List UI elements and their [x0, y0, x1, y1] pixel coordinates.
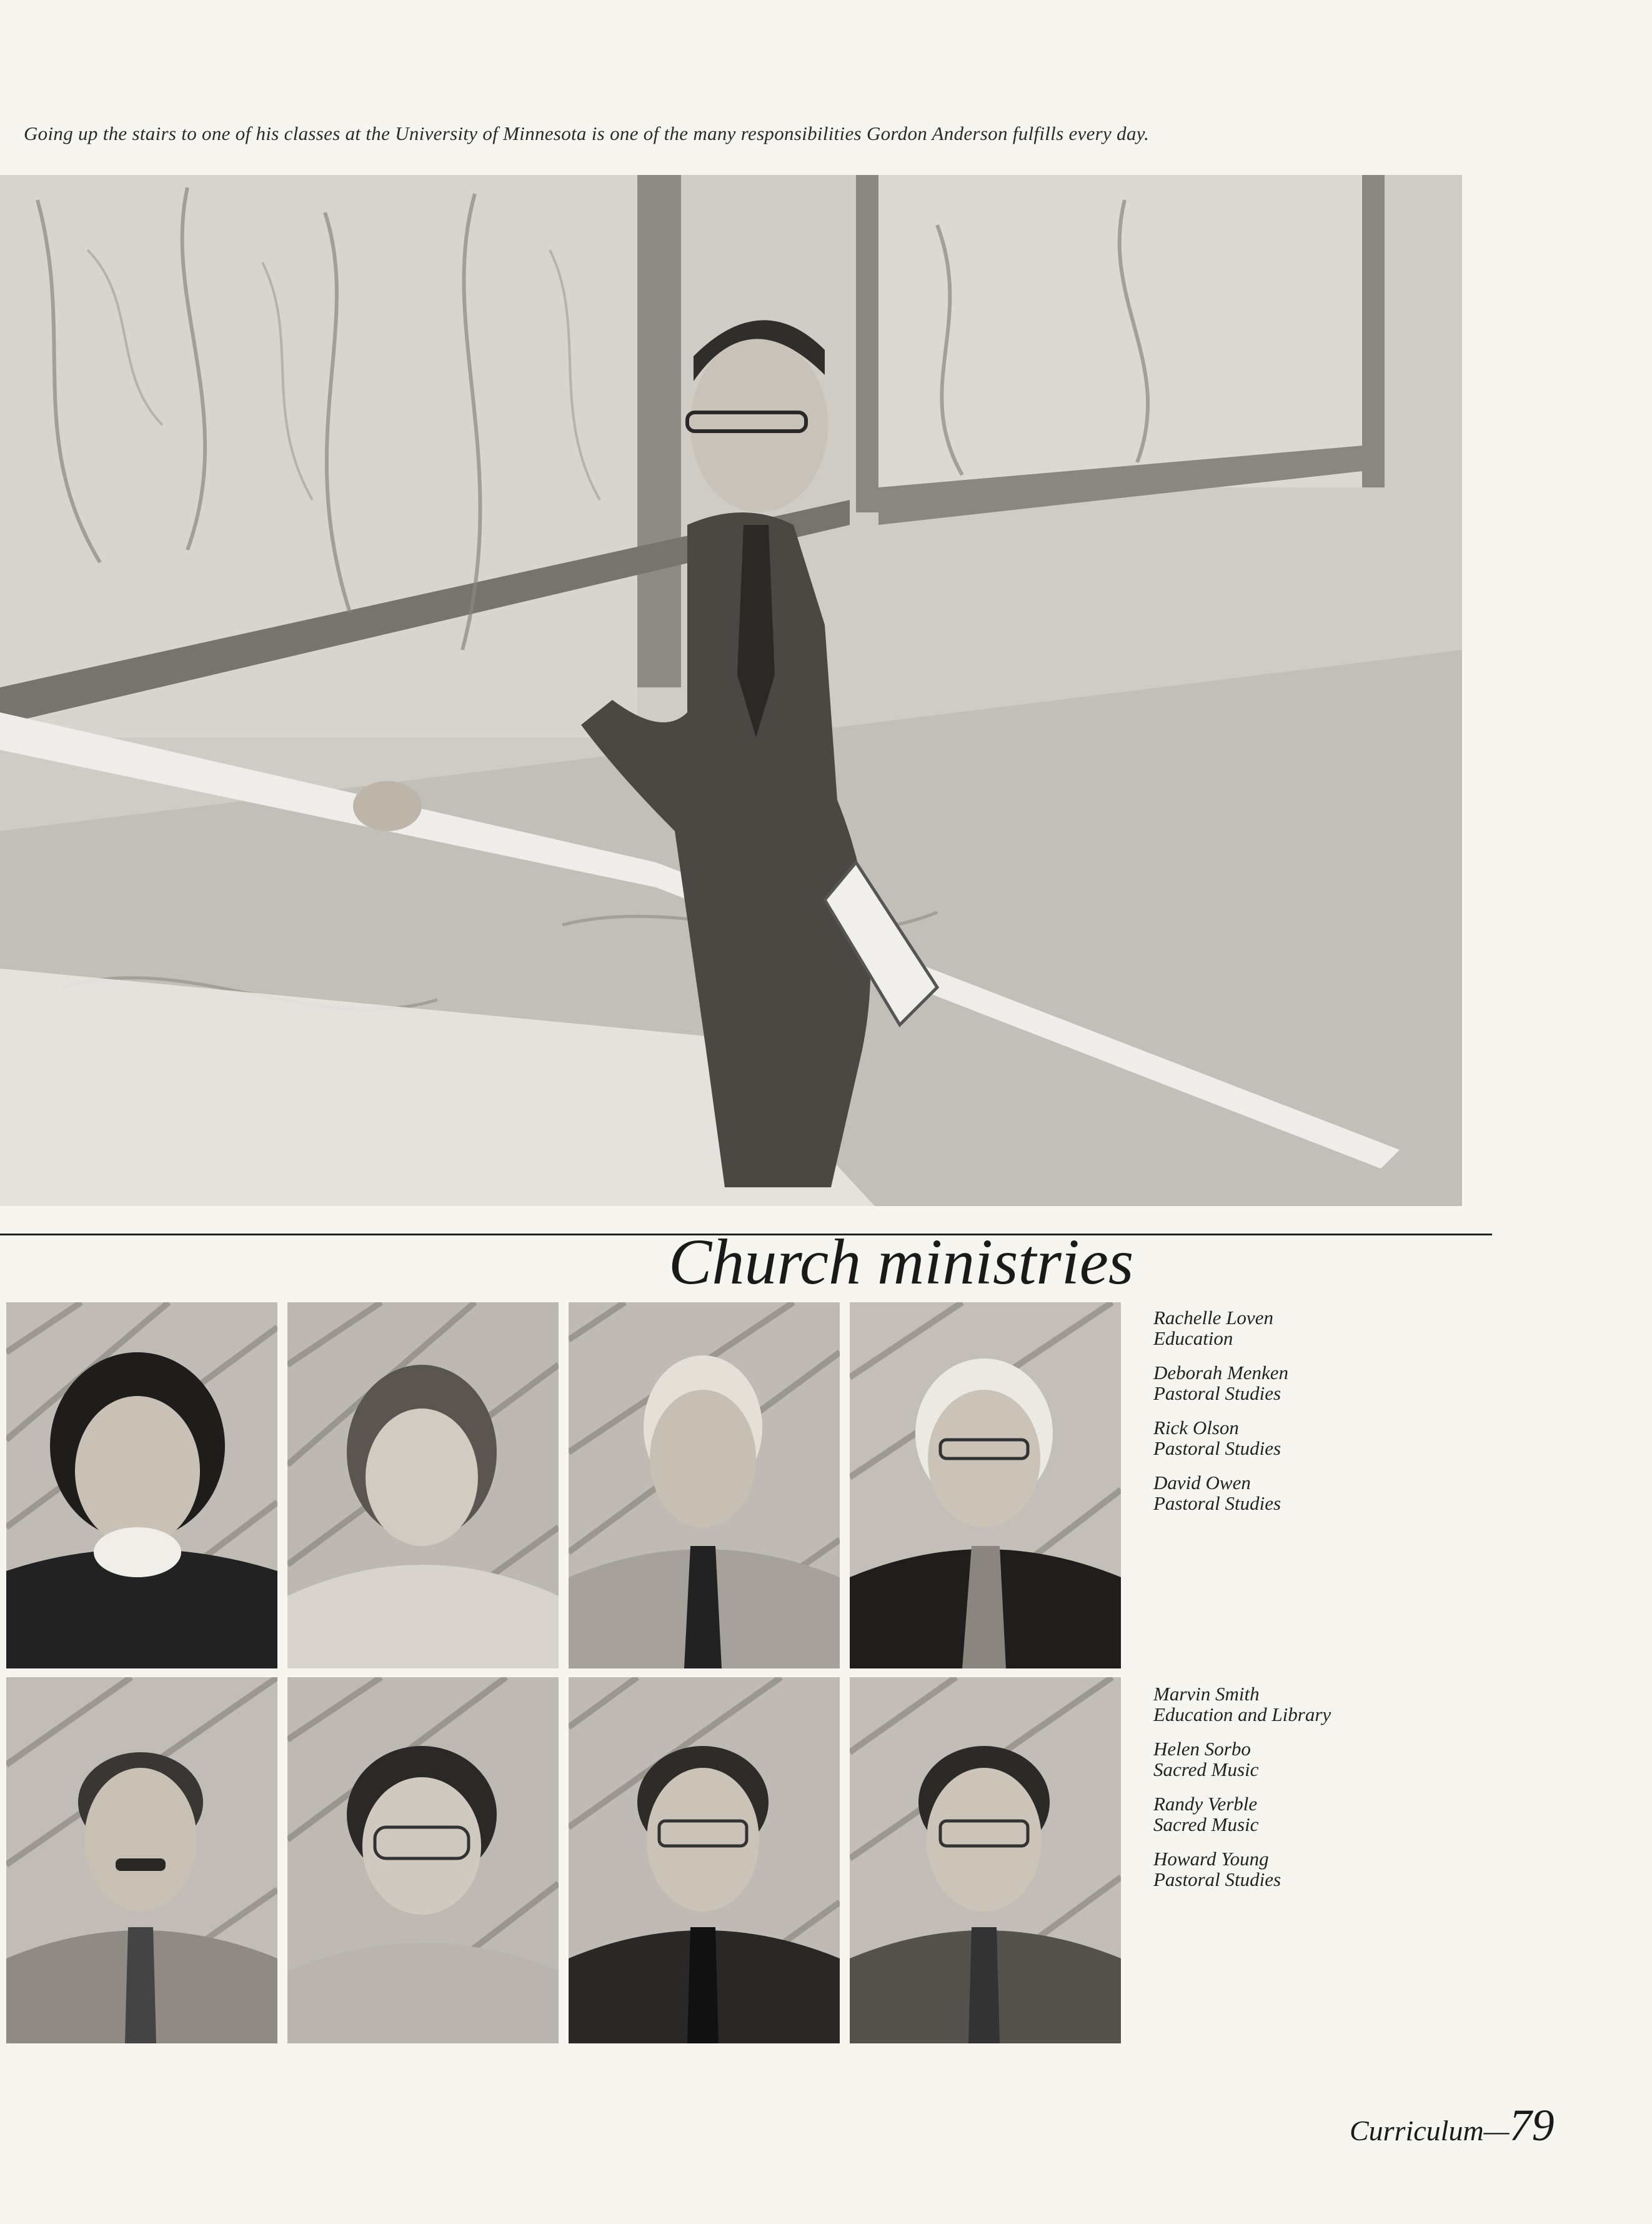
portrait-marvin-smith [6, 1677, 277, 2043]
faculty-list-top [1153, 1307, 1466, 1527]
faculty-entry [1153, 1472, 1466, 1513]
faculty-list-bottom [1153, 1683, 1466, 1903]
portrait-deborah-menken [287, 1302, 559, 1668]
faculty-name: Randy Verble [1153, 1793, 1258, 1815]
photo-caption: Going up the stairs to one of his classes at the University of Minnesota is one of the many responsibilities Gordon Anderson fulfills every day. [24, 122, 1150, 144]
portrait-david-owen [850, 1302, 1121, 1668]
page-folio [1350, 2100, 1555, 2152]
faculty-entry [1153, 1307, 1466, 1349]
faculty-name: Rachelle Loven [1153, 1307, 1273, 1329]
faculty-dept: Pastoral Studies [1153, 1492, 1281, 1514]
page-number: 79 [1509, 2100, 1555, 2150]
faculty-dept: Sacred Music [1153, 1758, 1259, 1780]
staircase-photo [0, 175, 1462, 1206]
faculty-entry [1153, 1417, 1466, 1459]
faculty-entry [1153, 1793, 1466, 1835]
faculty-dept: Pastoral Studies [1153, 1437, 1281, 1459]
portrait-howard-young [850, 1677, 1121, 2043]
faculty-photo-grid [6, 1302, 1118, 2043]
faculty-dept: Pastoral Studies [1153, 1382, 1281, 1404]
portrait-rick-olson [569, 1302, 840, 1668]
faculty-name: David Owen [1153, 1472, 1251, 1493]
faculty-dept: Education and Library [1153, 1703, 1331, 1725]
portrait-rachelle-loven [6, 1302, 277, 1668]
portrait-randy-verble [569, 1677, 840, 2043]
faculty-name: Marvin Smith [1153, 1683, 1260, 1705]
faculty-entry [1153, 1362, 1466, 1404]
faculty-name: Howard Young [1153, 1848, 1269, 1870]
section-title: Church ministries [669, 1226, 1134, 1298]
faculty-dept: Pastoral Studies [1153, 1868, 1281, 1890]
faculty-dept: Sacred Music [1153, 1813, 1259, 1835]
faculty-entry [1153, 1738, 1466, 1780]
portrait-helen-sorbo [287, 1677, 559, 2043]
folio-label: Curriculum— [1350, 2115, 1510, 2147]
faculty-name: Helen Sorbo [1153, 1738, 1251, 1760]
faculty-entry [1153, 1848, 1466, 1890]
faculty-name: Rick Olson [1153, 1417, 1239, 1439]
faculty-dept: Education [1153, 1327, 1233, 1349]
faculty-name: Deborah Menken [1153, 1362, 1289, 1384]
faculty-entry [1153, 1683, 1466, 1725]
